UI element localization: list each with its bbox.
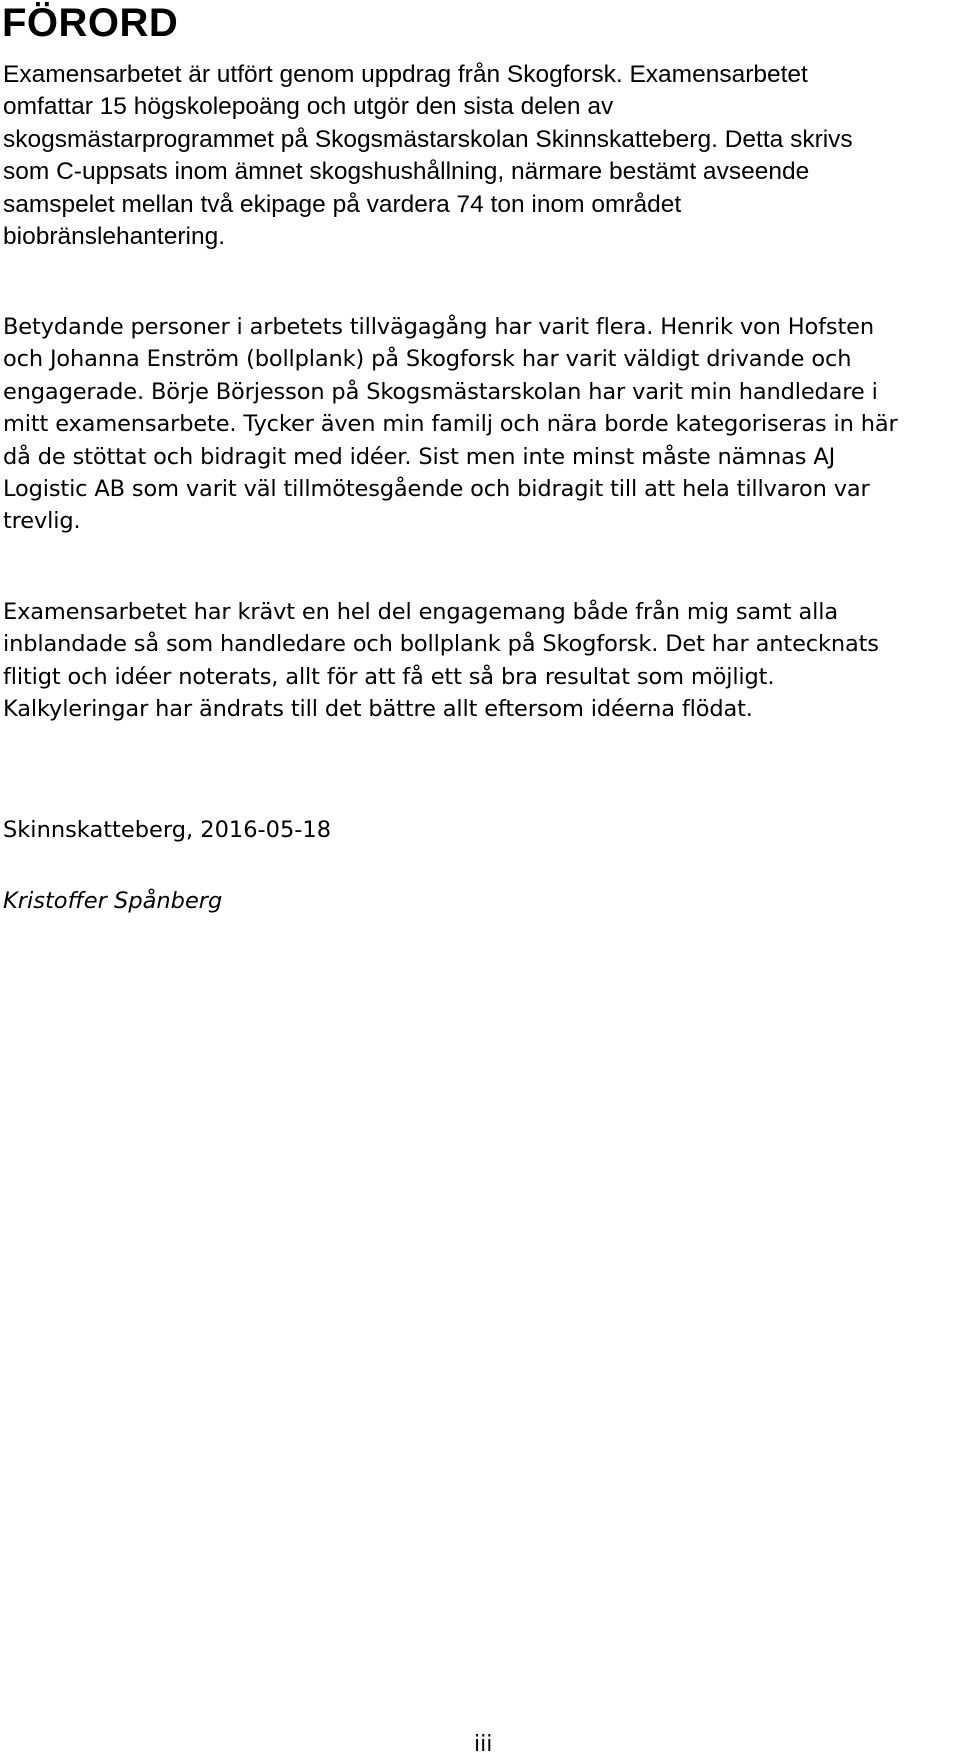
page-title: FÖRORD (2, 1, 179, 45)
paragraph-intro (3, 59, 853, 253)
author-signature: Kristoffer Spånberg (3, 888, 223, 914)
paragraph-line: omfattar 15 högskolepoäng och utgör den sista delen av (3, 93, 614, 121)
page-number: iii (474, 1732, 493, 1757)
paragraph-line: flitigt och idéer noterats, allt för att få ett så bra resultat som möjligt. (3, 663, 775, 690)
paragraph-line: inblandade så som handledare och bollplank på Skogforsk. Det har antecknats (3, 631, 879, 658)
paragraph-line: som C-uppsats inom ämnet skogshushållning, närmare bestämt avseende (3, 158, 810, 186)
paragraph-line: biobränslehantering. (3, 223, 226, 251)
place-and-date: Skinnskatteberg, 2016-05-18 (3, 817, 332, 843)
paragraph-line: Kalkyleringar har ändrats till det bättre allt eftersom idéerna flödat. (3, 696, 753, 723)
paragraph-closing (3, 596, 879, 726)
paragraph-line: Betydande personer i arbetets tillvägagång har varit flera. Henrik von Hofsten (3, 314, 874, 340)
paragraph-line: Logistic AB som varit väl tillmötesgående och bidragit till att hela tillvaron var (3, 476, 870, 503)
paragraph-acknowledgements (3, 311, 898, 538)
paragraph-line: engagerade. Börje Börjesson på Skogsmästarskolan har varit min handledare i (3, 378, 878, 405)
paragraph-line: skogsmästarprogrammet på Skogsmästarskolan Skinnskatteberg. Detta skrivs (3, 125, 853, 153)
paragraph-line: Examensarbetet har krävt en hel del engagemang både från mig samt alla (3, 599, 838, 625)
paragraph-line: Examensarbetet är utfört genom uppdrag från Skogforsk. Examensarbetet (3, 61, 808, 88)
paragraph-line: då de stöttat och bidragit med idéer. Sist men inte minst måste nämnas AJ (3, 443, 836, 470)
paragraph-line: och Johanna Enström (bollplank) på Skogforsk har varit väldigt drivande och (3, 346, 852, 373)
paragraph-line: samspelet mellan två ekipage på vardera 74 ton inom området (3, 190, 682, 218)
paragraph-line: mitt examensarbete. Tycker även min familj och nära borde kategoriseras in här (3, 411, 898, 438)
paragraph-line: trevlig. (3, 508, 81, 535)
